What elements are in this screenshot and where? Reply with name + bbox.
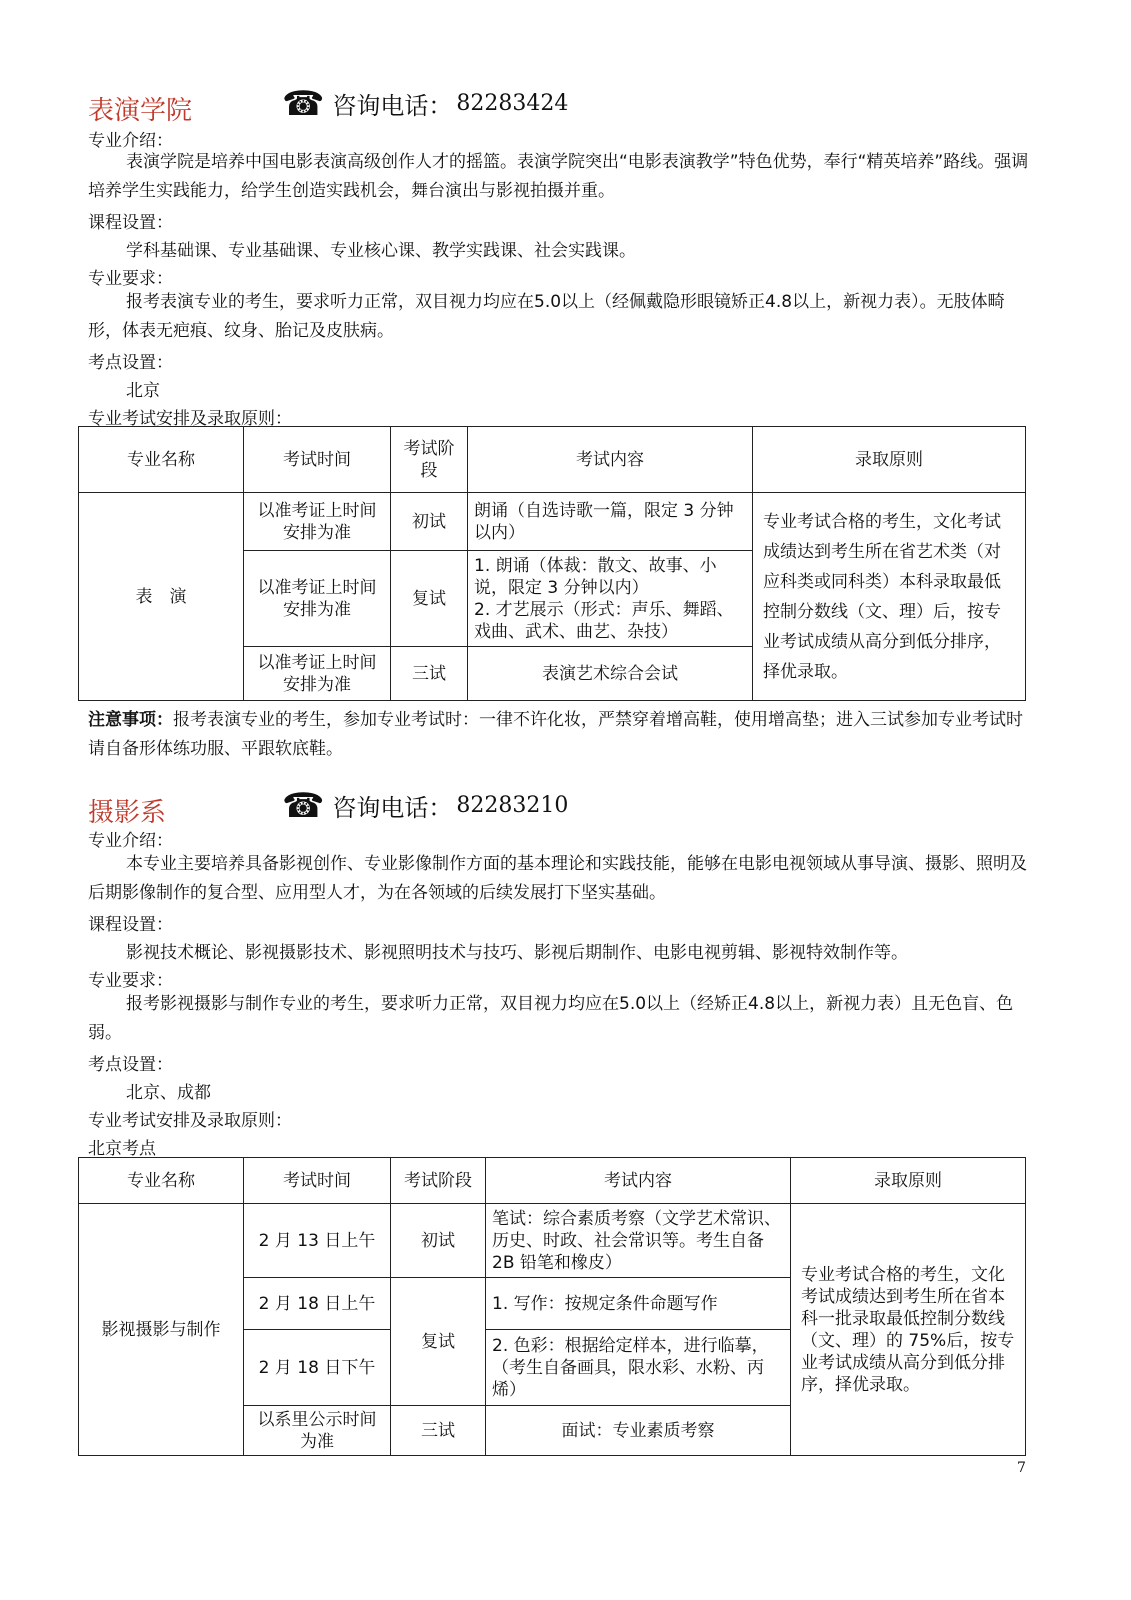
header-stage: 考试阶段 (391, 1158, 486, 1204)
time-cell: 以准考证上时间安排为准 (244, 493, 391, 551)
note-label: 注意事项： (88, 710, 173, 730)
header-major: 专业名称 (79, 427, 244, 493)
section-title-photography: 摄影系 (88, 798, 167, 828)
requirement-text: 报考表演专业的考生，要求听力正常，双目视力均应在5.0以上（经佩戴隐形眼镜矫正4.8以上，新视力表）。无肢体畸形，体表无疤痕、纹身、胎记及皮肤病。 (88, 292, 1005, 341)
rule-cell: 专业考试合格的考生，文化考试成绩达到考生所在省艺术类（对应科类或同科类）本科录取最低控制分数线（文、理）后，按专业考试成绩从高分到低分排序，择优录取。 (753, 493, 1026, 701)
page-number: 7 (1017, 1460, 1026, 1476)
intro-label: 专业介绍： (88, 831, 173, 851)
site-text: 北京 (126, 381, 160, 401)
arrangement-label: 专业考试安排及录取原则： (88, 1111, 292, 1131)
stage-cell: 三试 (391, 1406, 486, 1456)
phone-number: 82283210 (456, 793, 569, 818)
header-content: 考试内容 (468, 427, 753, 493)
time-cell: 以系里公示时间为准 (244, 1406, 391, 1456)
header-rule: 录取原则 (791, 1158, 1026, 1204)
intro-label: 专业介绍： (88, 131, 173, 151)
content-item: 2. 才艺展示（形式：声乐、舞蹈、戏曲、武术、曲艺、杂技） (474, 599, 734, 642)
course-label: 课程设置： (88, 213, 173, 233)
header-time: 考试时间 (244, 1158, 391, 1204)
time-cell: 以准考证上时间安排为准 (244, 551, 391, 647)
course-text: 影视技术概论、影视摄影技术、影视照明技术与技巧、影视后期制作、电影电视剪辑、影视特效制作等。 (126, 943, 908, 963)
course-text: 学科基础课、专业基础课、专业核心课、教学实践课、社会实践课。 (126, 241, 636, 261)
content-cell: 朗诵（自选诗歌一篇，限定 3 分钟以内） (468, 493, 753, 551)
time-cell: 2 月 13 日上午 (244, 1204, 391, 1278)
telephone-icon: ☎ (282, 785, 325, 826)
section-title-performance: 表演学院 (88, 96, 193, 126)
stage-cell: 初试 (391, 1204, 486, 1278)
header-major: 专业名称 (79, 1158, 244, 1204)
requirement-label: 专业要求： (88, 971, 173, 991)
time-cell: 2 月 18 日下午 (244, 1330, 391, 1406)
major-cell: 表 演 (79, 493, 244, 701)
content-cell: 2. 色彩：根据给定样本，进行临摹，（考生自备画具，限水彩、水粉、丙烯） (486, 1330, 791, 1406)
header-rule: 录取原则 (753, 427, 1026, 493)
intro-text: 表演学院是培养中国电影表演高级创作人才的摇篮。表演学院突出“电影表演教学”特色优势，奉行“精英培养”路线。强调培养学生实践能力，给学生创造实践机会，舞台演出与影视拍摄并重。 (88, 152, 1029, 201)
exam-table-performance (78, 426, 1026, 701)
content-cell: 面试：专业素质考察 (486, 1406, 791, 1456)
stage-cell: 复试 (391, 551, 468, 647)
header-time: 考试时间 (244, 427, 391, 493)
site-text: 北京、成都 (126, 1083, 211, 1103)
note-text: 报考表演专业的考生，参加专业考试时：一律不许化妆，严禁穿着增高鞋，使用增高垫；进入三试参加专业考试时请自备形体练功服、平跟软底鞋。 (88, 710, 1023, 759)
phone-number: 82283424 (456, 91, 569, 116)
stage-cell: 三试 (391, 647, 468, 701)
intro-text: 本专业主要培养具备影视创作、专业影像制作方面的基本理论和实践技能，能够在电影电视领域从事导演、摄影、照明及后期影像制作的复合型、应用型人才，为在各领域的后续发展打下坚实基础。 (88, 854, 1027, 903)
major-cell: 影视摄影与制作 (79, 1204, 244, 1456)
beijing-site-label: 北京考点 (88, 1139, 156, 1159)
header-stage: 考试阶段 (391, 427, 468, 493)
header-content: 考试内容 (486, 1158, 791, 1204)
site-label: 考点设置： (88, 1055, 173, 1075)
exam-table-photography (78, 1157, 1026, 1456)
stage-cell: 初试 (391, 493, 468, 551)
site-label: 考点设置： (88, 353, 173, 373)
arrangement-label: 专业考试安排及录取原则： (88, 409, 292, 429)
note (88, 706, 1033, 764)
rule-cell: 专业考试合格的考生，文化考试成绩达到考生所在省本科一批录取最低控制分数线（文、理）的 75%后，按专业考试成绩从高分到低分排序，择优录取。 (791, 1204, 1026, 1456)
content-cell: 1. 写作：按规定条件命题写作 (486, 1278, 791, 1330)
time-cell: 2 月 18 日上午 (244, 1278, 391, 1330)
content-cell: 表演艺术综合会试 (468, 647, 753, 701)
time-cell: 以准考证上时间安排为准 (244, 647, 391, 701)
phone-label: 咨询电话： (332, 92, 453, 120)
phone-line (282, 785, 569, 826)
content-cell (468, 551, 753, 647)
content-cell: 笔试：综合素质考察（文学艺术常识、历史、时政、社会常识等。考生自备 2B 铅笔和橡皮） (486, 1204, 791, 1278)
requirement-text: 报考影视摄影与制作专业的考生，要求听力正常，双目视力均应在5.0以上（经矫正4.8以上，新视力表）且无色盲、色弱。 (88, 994, 1014, 1043)
course-label: 课程设置： (88, 915, 173, 935)
stage-cell: 复试 (391, 1278, 486, 1406)
phone-line (282, 83, 569, 124)
content-item: 1. 朗诵（体裁：散文、故事、小说，限定 3 分钟以内） (474, 555, 717, 598)
requirement-label: 专业要求： (88, 269, 173, 289)
phone-label: 咨询电话： (332, 794, 453, 822)
telephone-icon: ☎ (282, 83, 325, 124)
